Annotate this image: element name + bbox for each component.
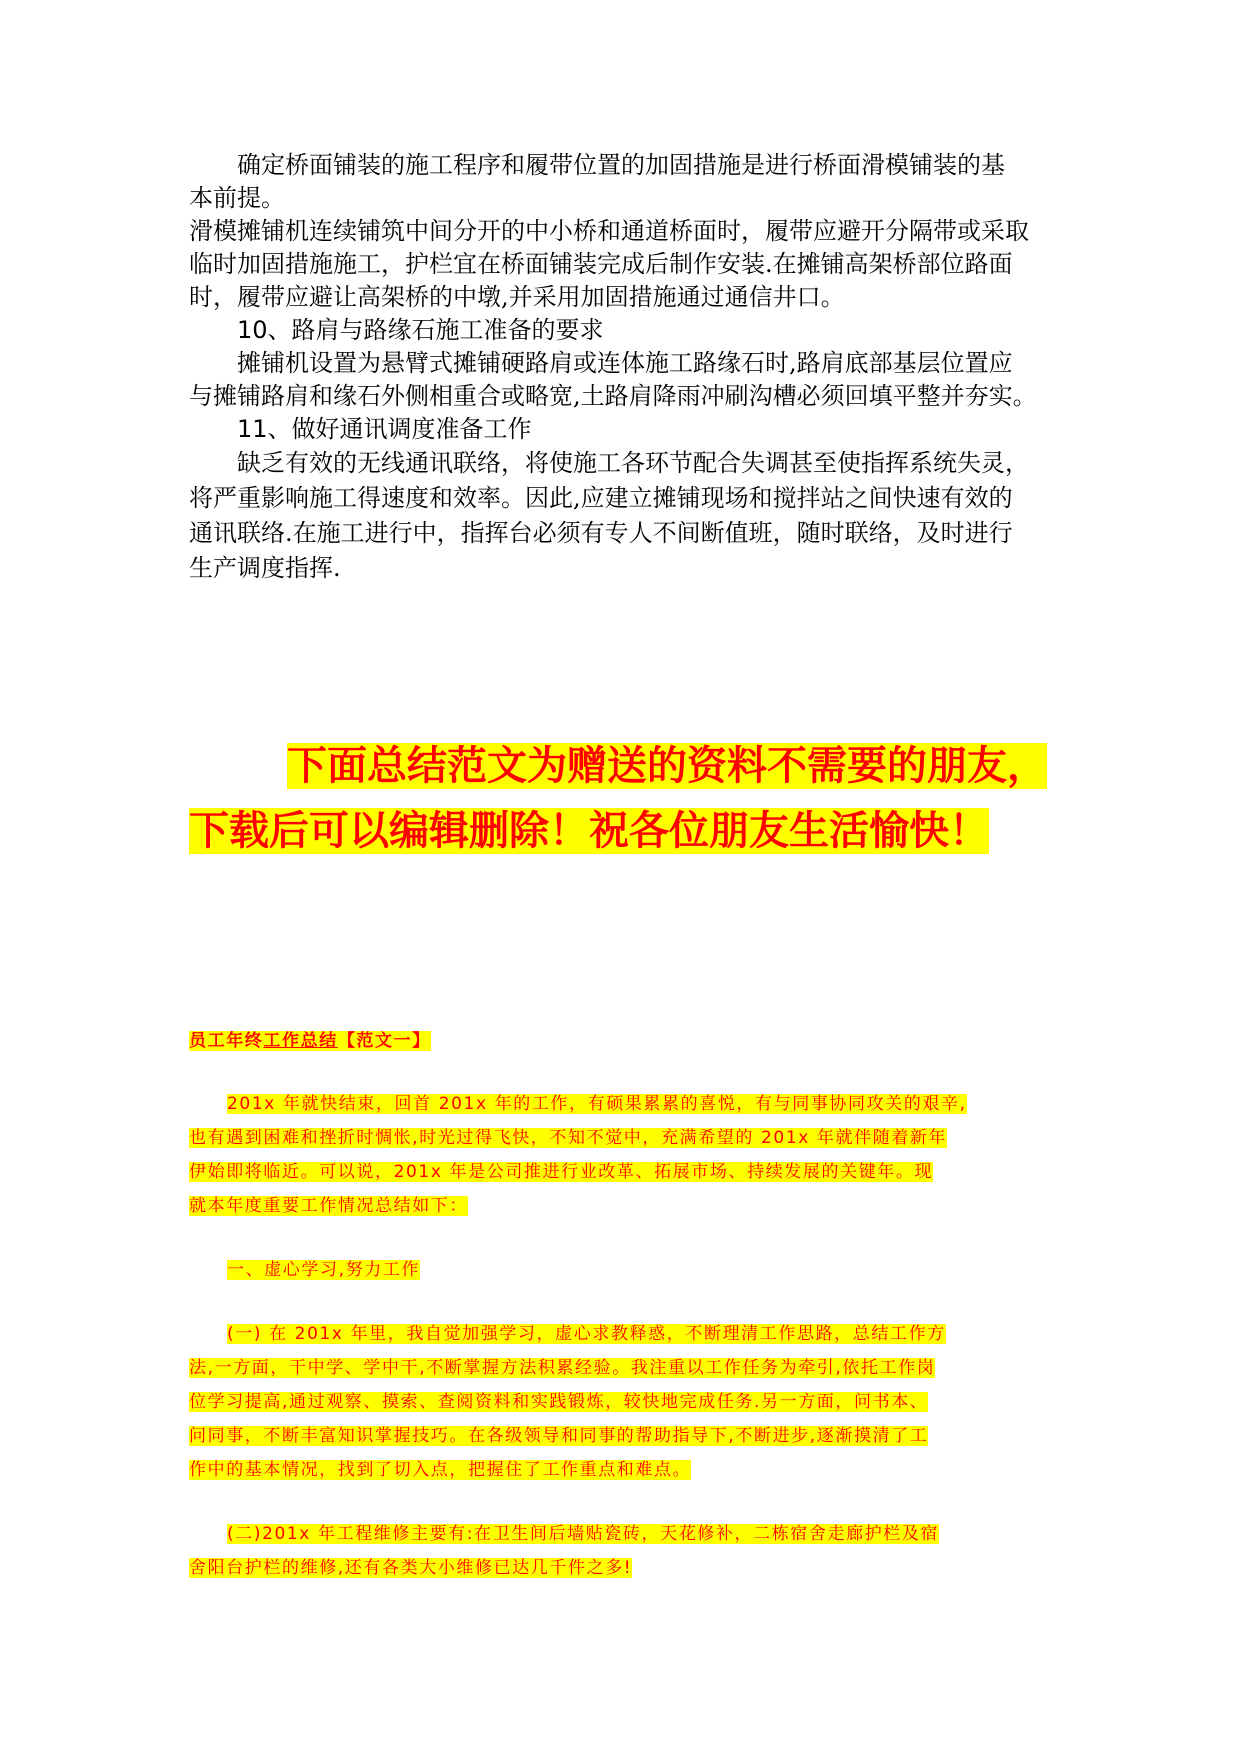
paragraph-line: 与摊铺路肩和缘石外侧相重合或略宽,土路肩降雨冲刷沟槽必须回填平整并夯实。 xyxy=(189,382,1037,410)
paragraph-line: 通讯联络.在施工进行中，指挥台必须有专人不间断值班，随时联络，及时进行 xyxy=(189,519,1013,547)
part1-line xyxy=(189,1321,946,1347)
paragraph-line: 确定桥面铺装的施工程序和履带位置的加固措施是进行桥面滑模铺装的基 xyxy=(237,151,1005,179)
sample-title-suffix: 【范文一】 xyxy=(337,1031,431,1051)
sample-title-link[interactable]: 工作总结 xyxy=(263,1031,338,1051)
part1-text: 作中的基本情况，找到了切入点，把握住了工作重点和难点。 xyxy=(189,1460,692,1480)
intro-text: 也有遇到困难和挫折时惆怅,时光过得飞快，不知不觉中，充满希望的 201x 年就伴随着新年 xyxy=(189,1128,948,1148)
part1-line xyxy=(189,1355,935,1381)
intro-line xyxy=(189,1159,933,1185)
part2-line xyxy=(189,1555,632,1581)
paragraph-line: 将严重影响施工得速度和效率。因此,应建立摊铺现场和搅拌站之间快速有效的 xyxy=(189,484,1013,512)
intro-text: 伊始即将临近。可以说，201x 年是公司推进行业改革、拓展市场、持续发展的关键年。现 xyxy=(189,1162,934,1182)
promo-line-1 xyxy=(189,740,1047,792)
intro-text: 201x 年就快结束，回首 201x 年的工作，有硕果累累的喜悦，有与同事协同攻关的艰辛, xyxy=(227,1094,967,1114)
promo-line-2 xyxy=(189,805,989,857)
paragraph-line: 临时加固措施施工，护栏宜在桥面铺装完成后制作安装.在摊铺高架桥部位路面 xyxy=(189,250,1013,278)
sample-heading-1 xyxy=(189,1257,420,1283)
section-heading-10: 10、路肩与路缘石施工准备的要求 xyxy=(237,316,604,344)
section-heading-11: 11、做好通讯调度准备工作 xyxy=(237,415,532,443)
paragraph-line: 生产调度指挥. xyxy=(189,554,341,582)
part2-line xyxy=(189,1521,939,1547)
part2-text: (二)201x 年工程维修主要有:在卫生间后墙贴瓷砖，天花修补，二栋宿舍走廊护栏及宿 xyxy=(227,1524,940,1544)
intro-text: 就本年度重要工作情况总结如下： xyxy=(189,1196,468,1216)
paragraph-line: 摊铺机设置为悬臂式摊铺硬路肩或连体施工路缘石时,路肩底部基层位置应 xyxy=(237,349,1013,377)
part1-line xyxy=(189,1457,691,1483)
promo-text-2: 下载后可以编辑删除！祝各位朋友生活愉快！ xyxy=(189,808,989,854)
promo-text-1: 下面总结范文为赠送的资料不需要的朋友， xyxy=(287,743,1047,789)
sample-title xyxy=(189,1028,431,1054)
paragraph-line: 缺乏有效的无线通讯联络，将使施工各环节配合失调甚至使指挥系统失灵， xyxy=(237,449,1029,477)
sample-title-prefix: 员工年终 xyxy=(189,1031,264,1051)
intro-line xyxy=(189,1091,967,1117)
paragraph-line: 本前提。 xyxy=(189,184,285,212)
paragraph-line: 时，履带应避让高架桥的中墩,并采用加固措施通过通信井口。 xyxy=(189,283,845,311)
intro-line xyxy=(189,1125,947,1151)
heading-text: 一、虚心学习,努力工作 xyxy=(227,1260,421,1280)
part1-text: (一) 在 201x 年里，我自觉加强学习，虚心求教释惑，不断理清工作思路，总结工作方 xyxy=(227,1324,946,1344)
paragraph-line: 滑模摊铺机连续铺筑中间分开的中小桥和通道桥面时，履带应避开分隔带或采取 xyxy=(189,217,1029,245)
part1-line xyxy=(189,1423,928,1449)
intro-line xyxy=(189,1193,468,1219)
part1-line xyxy=(189,1389,928,1415)
part1-text: 法,一方面，干中学、学中干,不断掌握方法积累经验。我注重以工作任务为牵引,依托工作岗 xyxy=(189,1358,936,1378)
part1-text: 问同事，不断丰富知识掌握技巧。在各级领导和同事的帮助指导下,不断进步,逐渐摸清了工 xyxy=(189,1426,929,1446)
part1-text: 位学习提高,通过观察、摸索、查阅资料和实践锻炼，较快地完成任务.另一方面，问书本、 xyxy=(189,1392,929,1412)
part2-text: 舍阳台护栏的维修,还有各类大小维修已达几千件之多! xyxy=(189,1558,633,1578)
